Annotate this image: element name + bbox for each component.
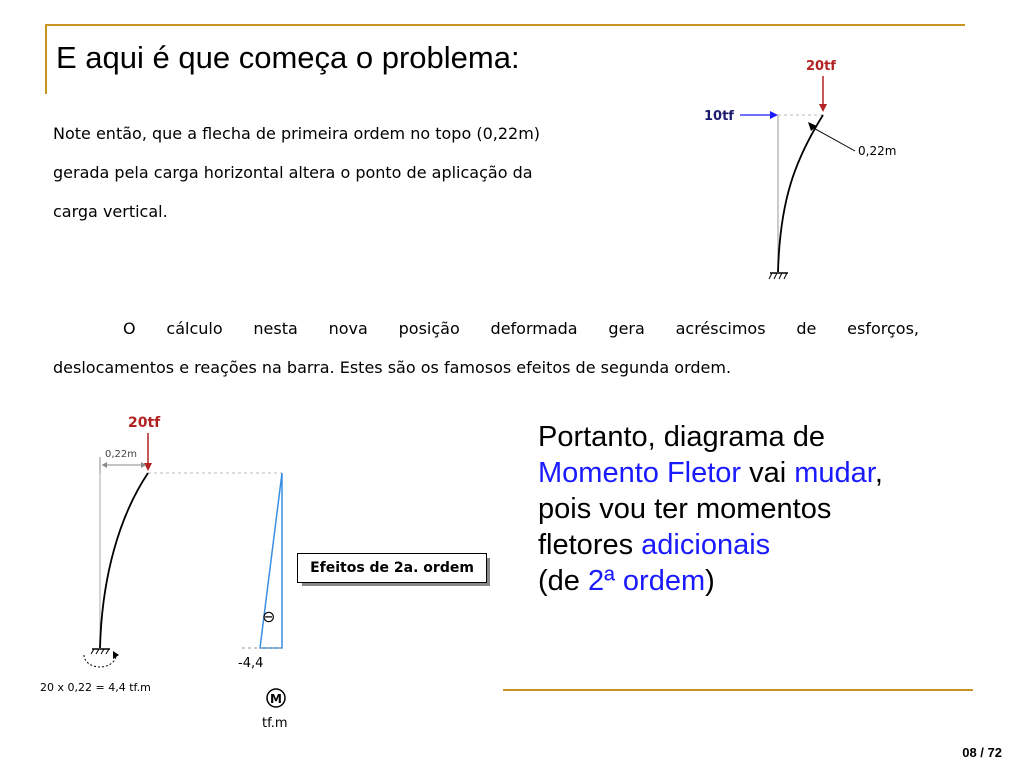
vertical-load-label: 20tf (128, 415, 161, 431)
page-number (962, 745, 1002, 760)
paragraph-second-order (53, 309, 919, 387)
conclusion-text-part: pois vou ter momentos (538, 493, 832, 525)
column-deflection-diagram (690, 50, 920, 290)
left-rule (45, 24, 47, 94)
conclusion-text-part: Portanto, diagrama de (538, 421, 825, 453)
moment-unit-label: tf.m (262, 716, 288, 731)
deformed-column (778, 115, 823, 272)
conclusion-text-part: fletores (538, 529, 642, 561)
highlight-adicionais: adicionais (641, 529, 771, 561)
conclusion-text-part: (de (538, 565, 588, 597)
effects-label: Efeitos de 2a. ordem (310, 560, 474, 576)
current-page: 08 (962, 745, 977, 760)
horizontal-load-arrowhead (770, 111, 778, 119)
horizontal-load-label: 10tf (704, 109, 734, 124)
conclusion-line (538, 563, 883, 599)
conclusion-text (538, 419, 883, 599)
paragraph-line: O cálculo nesta nova posição deformada gera acréscimos de esforços, (123, 319, 919, 338)
vertical-load-arrowhead (144, 463, 152, 471)
moment-value-label: -4,4 (238, 656, 264, 671)
conclusion-text-part: , (874, 457, 883, 489)
highlight-mudar: mudar (794, 457, 875, 489)
deflection-label: 0,22m (105, 449, 138, 460)
conclusion-text-part: vai (741, 457, 795, 489)
vertical-load-arrowhead (819, 104, 827, 112)
highlight-segunda-ordem: 2ª ordem (587, 565, 706, 597)
conclusion-line (538, 419, 883, 455)
conclusion-line (538, 455, 883, 491)
reaction-moment-arc (84, 655, 116, 667)
vertical-load-label: 20tf (806, 59, 836, 74)
bottom-rule (503, 689, 973, 691)
paragraph-line: carga vertical. (53, 202, 168, 221)
second-order-moment-diagram (30, 405, 310, 735)
page-separator: / (976, 745, 988, 760)
paragraph-line: gerada pela carga horizontal altera o ponto de aplicação da (53, 163, 533, 182)
negative-sign: ⊖ (262, 607, 276, 626)
moment-symbol-label: M (270, 692, 282, 706)
reaction-moment-label: 20 x 0,22 = 4,4 tf.m (40, 681, 151, 694)
conclusion-line (538, 491, 883, 527)
conclusion-text-part: ) (705, 565, 715, 597)
slide-title: E aqui é que começa o problema: (56, 40, 520, 75)
total-pages: 72 (987, 745, 1002, 760)
deflection-label: 0,22m (858, 144, 897, 158)
paragraph-line: Note então, que a flecha de primeira ordem no topo (0,22m) (53, 124, 541, 143)
conclusion-line (538, 527, 883, 563)
deformed-column (100, 473, 148, 648)
paragraph-deflection-note (53, 114, 673, 231)
top-rule (45, 24, 965, 26)
effects-label-box (297, 553, 487, 583)
highlight-momento-fletor: Momento Fletor (538, 457, 742, 489)
deflection-callout-line (810, 126, 855, 151)
paragraph-line: deslocamentos e reações na barra. Estes são os famosos efeitos de segunda ordem. (53, 358, 732, 377)
